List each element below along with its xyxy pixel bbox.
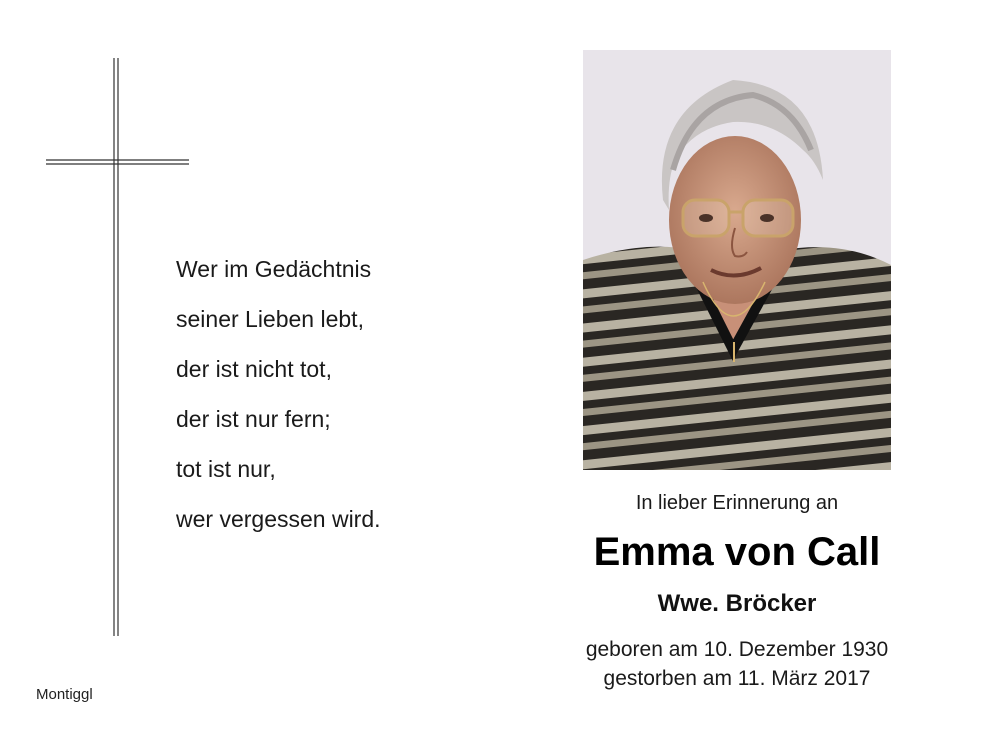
place-name: Montiggl: [36, 686, 93, 703]
poem-line: tot ist nur,: [176, 456, 276, 482]
memorial-poem: [176, 244, 496, 544]
portrait-photo: [583, 50, 891, 470]
widow-name: Wwe. Bröcker: [657, 590, 817, 617]
portrait-illustration: [583, 50, 891, 470]
deceased-name: Emma von Call: [593, 530, 881, 574]
death-date: gestorben am 11. März 2017: [603, 667, 871, 690]
birth-date: geboren am 10. Dezember 1930: [585, 638, 889, 661]
cross-icon: [0, 0, 200, 650]
poem-line: seiner Lieben lebt,: [176, 306, 364, 332]
life-dates: [540, 635, 934, 693]
poem-line: der ist nur fern;: [176, 406, 331, 432]
poem-line: wer vergessen wird.: [176, 506, 381, 532]
intro-text: In lieber Erinnerung an: [635, 492, 839, 514]
poem-line: der ist nicht tot,: [176, 356, 332, 382]
poem-line: Wer im Gedächtnis: [176, 256, 372, 282]
